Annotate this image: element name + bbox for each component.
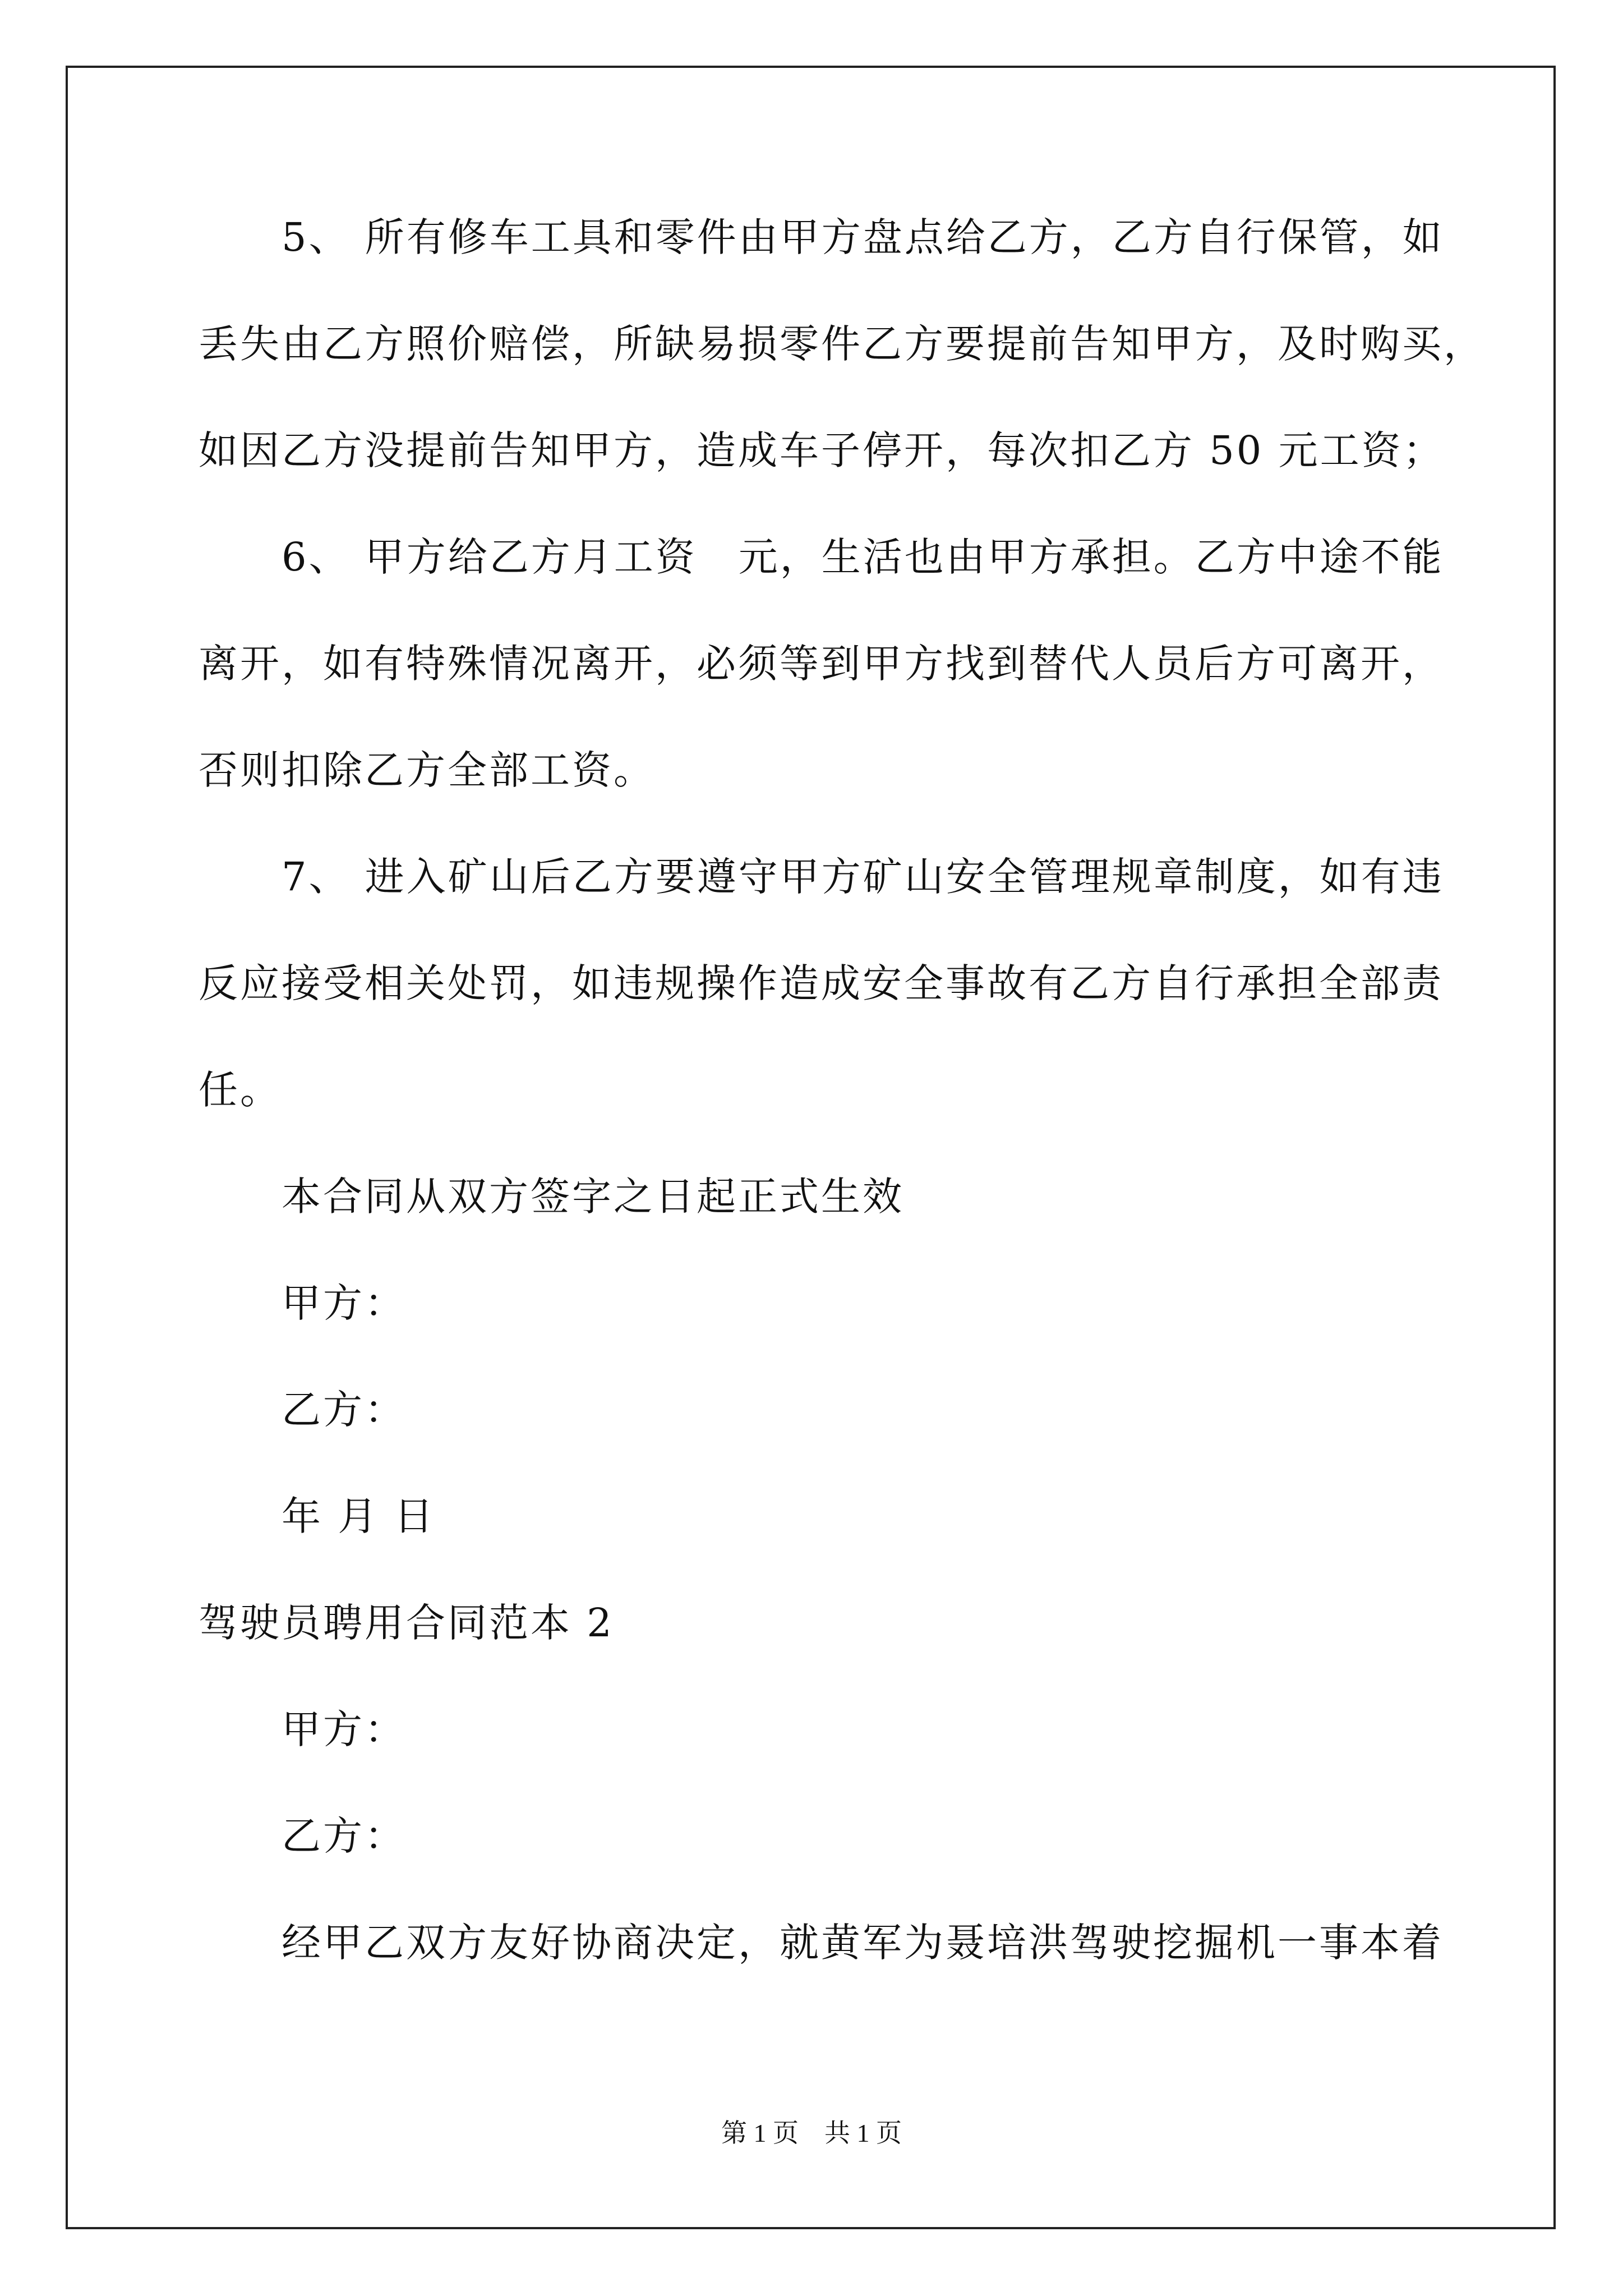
page-indicator: 第 1 页 共 1 页 [721,2119,902,2147]
effective-clause: 本合同从双方签字之日起正式生效 [282,1174,904,1220]
paragraph-7-line-1: 7、 进入矿山后乙方要遵守甲方矿山安全管理规章制度，如有违 [282,854,1444,900]
party-a-signature: 甲方： [282,1280,406,1326]
paragraph-7-line-2: 反应接受相关处罚，如违规操作造成安全事故有乙方自行承担全部责 [199,960,1444,1006]
paragraph-6-line-1: 6、 甲方给乙方月工资 元，生活也由甲方承担。乙方中途不能 [282,534,1444,580]
date-line: 年 月 日 [282,1493,436,1539]
party-a-label: 甲方： [282,1706,406,1752]
party-b-label: 乙方： [282,1813,406,1859]
paragraph-7-line-3: 任。 [199,1067,282,1113]
paragraph-6-line-3: 否则扣除乙方全部工资。 [199,747,655,793]
page-border [66,66,1556,2229]
paragraph-6-line-2: 离开，如有特殊情况离开，必须等到甲方找到替代人员后方可离开， [199,641,1444,687]
paragraph-5-line-3: 如因乙方没提前告知甲方，造成车子停开，每次扣乙方 50 元工资； [199,427,1445,473]
party-b-signature: 乙方： [282,1387,406,1433]
section-title: 驾驶员聘用合同范本 2 [199,1600,614,1646]
agreement-intro: 经甲乙双方友好协商决定，就黄军为聂培洪驾驶挖掘机一事本着 [282,1920,1444,1966]
paragraph-5-line-1: 5、 所有修车工具和零件由甲方盘点给乙方，乙方自行保管，如 [282,214,1444,260]
paragraph-5-line-2: 丢失由乙方照价赔偿，所缺易损零件乙方要提前告知甲方，及时购买， [199,321,1485,367]
